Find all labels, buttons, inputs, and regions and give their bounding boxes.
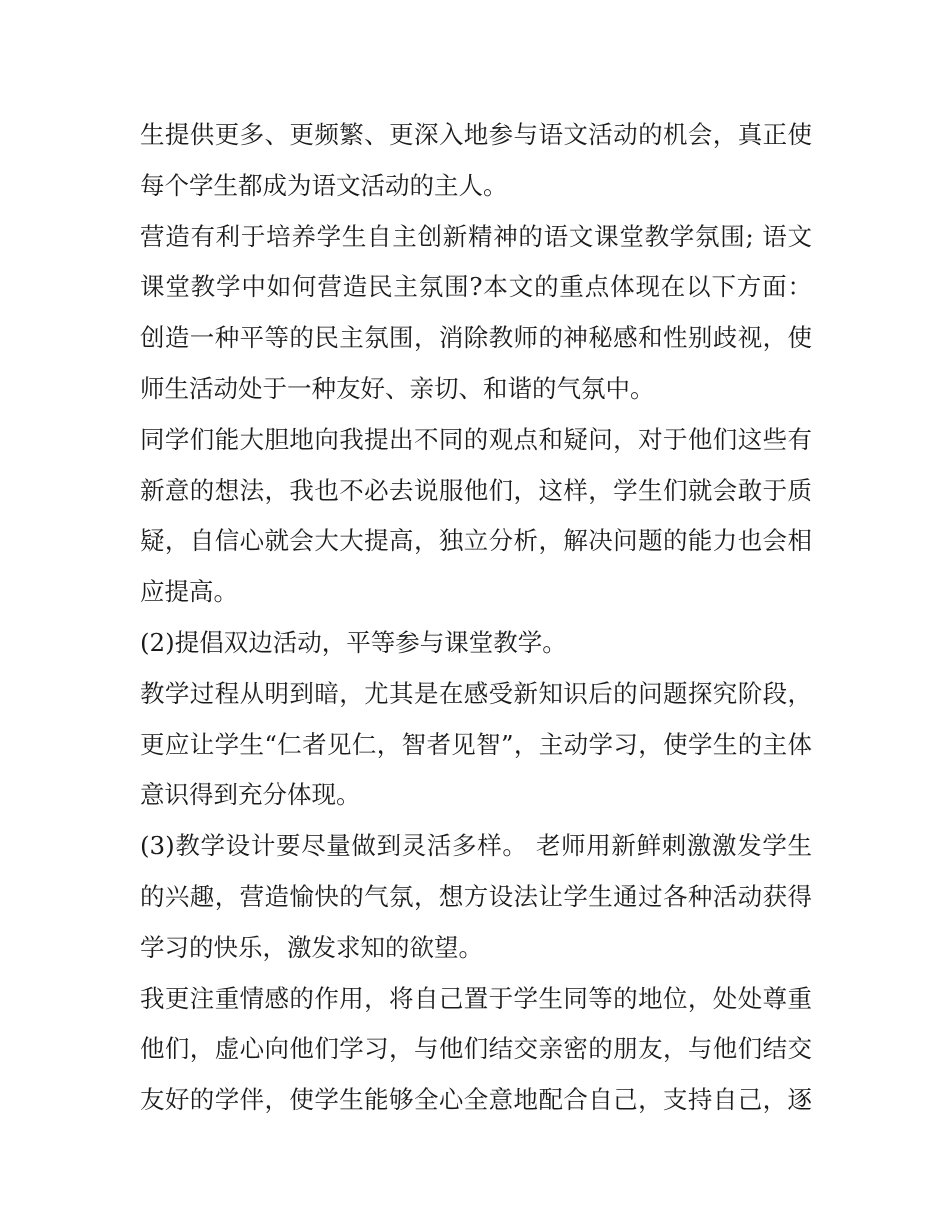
text-line: 的兴趣，营造愉快的气氛，想方设法让学生通过各种活动获得 [140,881,812,911]
text-line: 应提高。 [140,577,238,607]
text-line: 同学们能大胆地向我提出不同的观点和疑问，对于他们这些有 [140,424,812,454]
text-line: 教学过程从明到暗，尤其是在感受新知识后的问题探究阶段， [140,678,812,708]
text-line: 营造有利于培养学生自主创新精神的语文课堂教学氛围; 语文 [140,221,812,251]
text-line: 学习的快乐，激发求知的欲望。 [140,932,483,962]
document-body [140,110,812,1126]
text-line: 创造一种平等的民主氛围，消除教师的神秘感和性别歧视，使 [140,323,812,353]
text-line: 课堂教学中如何营造民主氛围?本文的重点体现在以下方面： [140,272,812,302]
text-line: (3)教学设计要尽量做到灵活多样。 老师用新鲜刺激激发学生 [140,831,812,861]
text-line: 每个学生都成为语文活动的主人。 [140,170,508,200]
text-line: 疑，自信心就会大大提高，独立分析，解决问题的能力也会相 [140,526,812,556]
text-line: 意识得到充分体现。 [140,780,361,810]
text-line: 更应让学生“仁者见仁，智者见智”，主动学习，使学生的主体 [140,729,812,759]
text-line: (2)提倡双边活动，平等参与课堂教学。 [140,627,567,657]
text-line: 师生活动处于一种友好、亲切、和谐的气氛中。 [140,373,655,403]
text-line: 他们，虚心向他们学习，与他们结交亲密的朋友，与他们结交 [140,1034,812,1064]
text-line: 我更注重情感的作用，将自己置于学生同等的地位，处处尊重 [140,983,812,1013]
text-line: 生提供更多、更频繁、更深入地参与语文活动的机会，真正使 [140,120,812,149]
text-line: 新意的想法，我也不必去说服他们，这样，学生们就会敢于质 [140,475,812,505]
text-line: 友好的学伴，使学生能够全心全意地配合自己，支持自己，逐 [140,1085,812,1115]
